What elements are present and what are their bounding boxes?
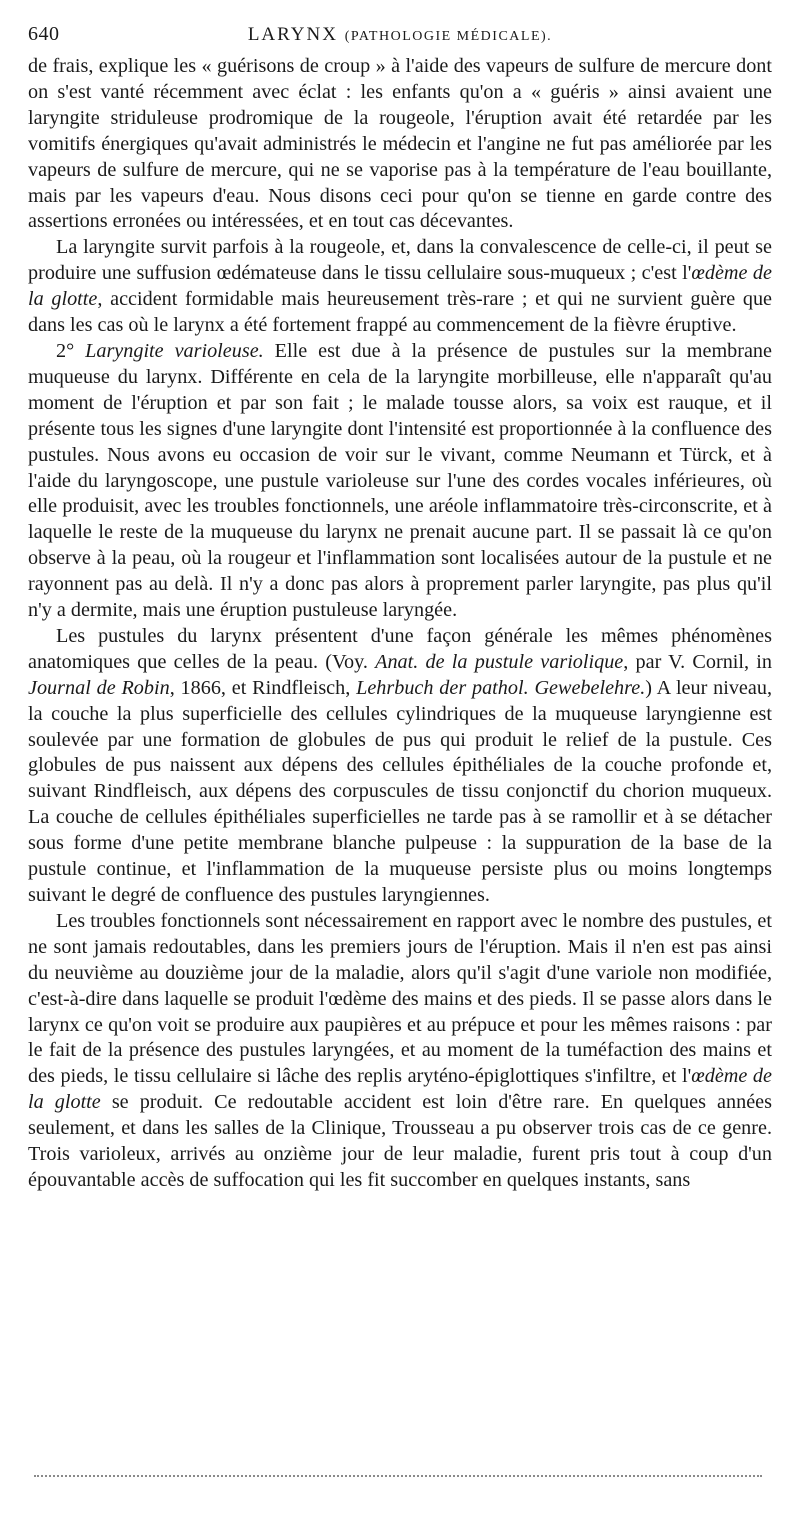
italic-term: œdème de la glotte [28,1065,772,1114]
paragraph-text: Les pustules du larynx présentent d'une façon générale les mêmes phénomènes anatomiques que celles de la peau. (Voy. [28,624,772,673]
paragraph-text: La laryngite survit parfois à la rougeole, et, dans la convalescence de celle-ci, il peut se produire une suffusion œdémateuse dans le tissu cellulaire sous-muqueux ; c'est l' [28,236,772,285]
paragraph-text: ) A leur niveau, la couche la plus superficielle des cellules cylindriques de la muqueuse laryngienne est soulevée par une formation de globules de pus qui produit le relief de la pustule. Ces globules de pus naissent aux dépens des cellules épithéliales de la couche profonde et, suivant Rindfleisch, aux dépens des corpuscules de tissu conjonctif du chorion muqueux. La couche de cellules épithéliales superficielles ne tarde pas à se ramollir et à se détacher sous forme d'une petite membrane blanche pulpeuse : la suppuration de la base de la pustule continue, et l'inflammation de la muqueuse persiste plus ou moins longtemps suivant le degré de confluence des pustules laryngiennes. [28,676,772,906]
italic-term: œdème de la glotte [28,262,772,311]
paragraph-laryngite-varioleuse [28,339,772,624]
paragraph-oedeme [28,235,772,339]
footer-dotted-rule [34,1475,762,1477]
paragraph-continued [28,54,772,235]
paragraph-text: , par V. Cornil, in [623,650,772,673]
section-heading: Laryngite varioleuse. [85,339,264,362]
paragraph-text: de frais, explique les « guérisons de croup » à l'aide des vapeurs de sulfure de mercure dont on s'est vanté récemment avec éclat : les enfants qu'on a « guéris » ainsi avaient une laryngite striduleuse prodromique de la rougeole, l'éruption avait été retardée par les vomitifs énergiques qu'avait administrés le médecin et l'angine ne fut pas améliorée par les vapeurs de sulfure de mercure, qui ne se vaporise pas à la température de l'eau bouillante, mais par les vapeurs d'eau. Nous disons ceci pour qu'on se tienne en garde contre des assertions erronées ou intéressées, et en tout cas décevantes. [28,55,772,233]
paragraph-troubles [28,909,772,1194]
running-title [28,22,772,50]
page-number: 640 [28,23,60,45]
running-title-subtitle: (PATHOLOGIE MÉDICALE). [344,29,553,44]
paragraph-text: se produit. Ce redoutable accident est loin d'être rare. En quelques années seulement, et dans les salles de la Clinique, Trousseau a pu observer trois cas de ce genre. Trois varioleux, arrivés au onzième jour de leur maladie, furent pris tout à coup d'un épouvantable accès de suffocation qui les fit succomber en quelques instants, sans [28,1091,772,1191]
paragraph-text: Elle est due à la présence de pustules sur la membrane muqueuse du larynx. Différente en cela de la laryngite morbilleuse, elle n'apparaît qu'au moment de l'éruption et par son fait ; le malade tousse alors, sa voix est rauque, et il présente tous les signes d'une laryngite dont l'intensité est proportionnée à la confluence des pustules. Nous avons eu occasion de voir sur le vivant, comme Neumann et Türck, et à l'aide du laryngoscope, une pustule varioleuse sur l'une des cordes vocales inférieures, où elle produisit, avec les troubles fonctionnels, une aréole inflammatoire très-circonscrite, et à laquelle le reste de la muqueuse du larynx ne prenait aucune part. Il se passait là ce qu'on observe à la peau, où la rougeur et l'inflammation sont localisées autour de la pustule et ne rayonnent pas au delà. Il n'y a donc pas alors à proprement parler laryngite, pas plus qu'il n'y a dermite, mais une éruption pustuleuse laryngée. [28,339,772,622]
paragraph-text: , accident formidable mais heureusement très-rare ; et qui ne survient guère que dans les cas où le larynx a été fortement frappé au commencement de la fièvre éruptive. [28,288,772,337]
paragraph-text: Les troubles fonctionnels sont nécessairement en rapport avec le nombre des pustules, et ne sont jamais redoutables, dans les premiers jours de l'éruption. Mais il n'en est pas ainsi du neuvième au douzième jour de la maladie, alors qu'il s'agit d'une variole non modifiée, c'est-à-dire dans laquelle se produit l'œdème des mains et des pieds. Il se passe alors dans le larynx ce qu'on voit se produire aux paupières et au prépuce et pour les mêmes raisons : par le fait de la présence des pustules laryngées, et au moment de la tuméfaction des mains et des pieds, le tissu cellulaire si lâche des replis aryténo-épiglottiques s'infiltre, et l' [28,909,772,1088]
book-page [28,22,772,1194]
section-number: 2° [56,339,86,362]
running-header [28,22,772,50]
running-title-main: LARYNX [247,24,338,45]
paragraph-pustules [28,624,772,909]
citation-title: Anat. de la pustule variolique [375,650,624,673]
paragraph-text: , 1866, et Rindfleisch, [169,676,357,699]
citation-book: Lehrbuch der pathol. Gewebelehre. [356,676,646,699]
citation-journal: Journal de Robin [28,676,170,699]
